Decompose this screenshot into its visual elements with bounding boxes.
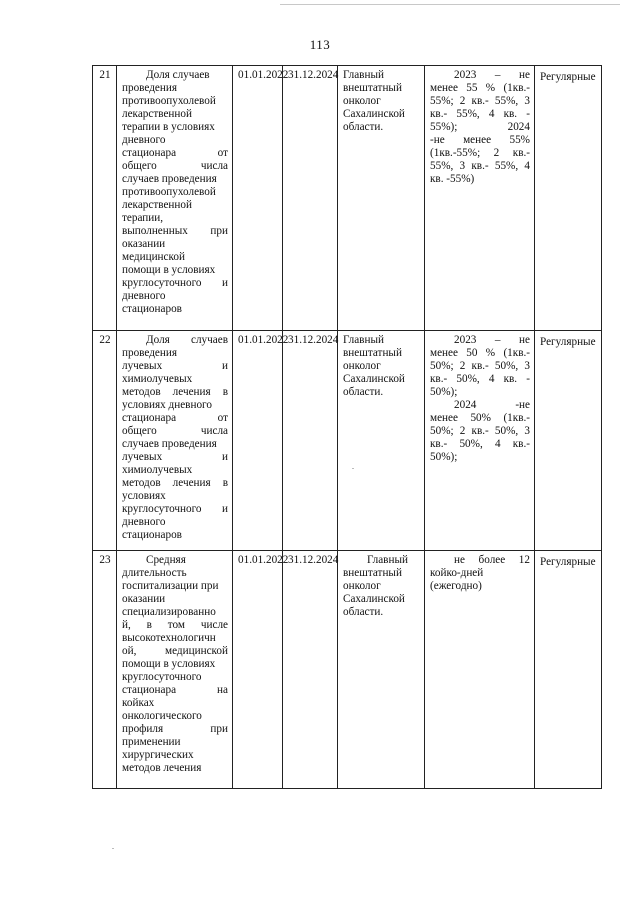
plan-table — [92, 65, 602, 789]
row-number: 22 — [93, 331, 117, 551]
start-date: 01.01.2022 — [233, 551, 283, 789]
end-date: 31.12.2024 — [283, 551, 338, 789]
periodicity: Регулярные — [535, 551, 602, 789]
scan-edge-line — [280, 4, 620, 5]
start-date: 01.01.2022 — [233, 66, 283, 331]
page-number: 113 — [309, 37, 331, 52]
indicator-name: Средняя длительность госпитализации при оказании специализированно й, в том числе высокотехнологичн ой, медицинской помощи в условиях круглосуточного стационара на койках онкологического профиля при применении хирургических методов лечения — [117, 551, 233, 789]
target-value: не более 12 койко-дней (ежегодно) — [425, 551, 535, 789]
scan-speck — [112, 848, 114, 849]
table-row — [93, 551, 602, 789]
responsible: Главный внештатный онколог Сахалинской области. — [338, 331, 425, 551]
responsible: Главный внештатный онколог Сахалинской области. — [338, 551, 425, 789]
start-date: 01.01.2022 — [233, 331, 283, 551]
responsible: Главный внештатный онколог Сахалинской области. — [338, 66, 425, 331]
indicator-name: Доля случаев проведения противоопухолевой лекарственной терапии в условиях дневного стационара от общего числа случаев проведения противоопухолевой лекарственной терапии, выполненных при оказании медицинской помощи в условиях круглосуточного и дневного стационаров — [117, 66, 233, 331]
target-value: 2023 – не менее 50 % (1кв.- 50%; 2 кв.- 50%, 3 кв.- 50%, 4 кв. - 50%); 2024 -не менее 50% (1кв.- 50%; 2 кв.- 50%, 3 кв.- 50%, 4 кв.- 50%); — [425, 331, 535, 551]
table-row — [93, 66, 602, 331]
target-value: 2023 – не менее 55 % (1кв.- 55%; 2 кв.- 55%, 3 кв.- 55%, 4 кв. - 55%); 2024 -не менее 55% (1кв.-55%; 2 кв.- 55%, 3 кв.- 55%, 4 кв. -55%) — [425, 66, 535, 331]
row-number: 23 — [93, 551, 117, 789]
periodicity: Регулярные — [535, 66, 602, 331]
end-date: 31.12.2024 — [283, 331, 338, 551]
row-number: 21 — [93, 66, 117, 331]
end-date: 31.12.2024 — [283, 66, 338, 331]
periodicity: Регулярные — [535, 331, 602, 551]
table-row — [93, 331, 602, 551]
indicator-name: Доля случаев проведения лучевых и химиолучевых методов лечения в условиях дневного стационара от общего числа случаев проведения лучевых и химиолучевых методов лечения в условиях круглосуточного и дневного стационаров — [117, 331, 233, 551]
